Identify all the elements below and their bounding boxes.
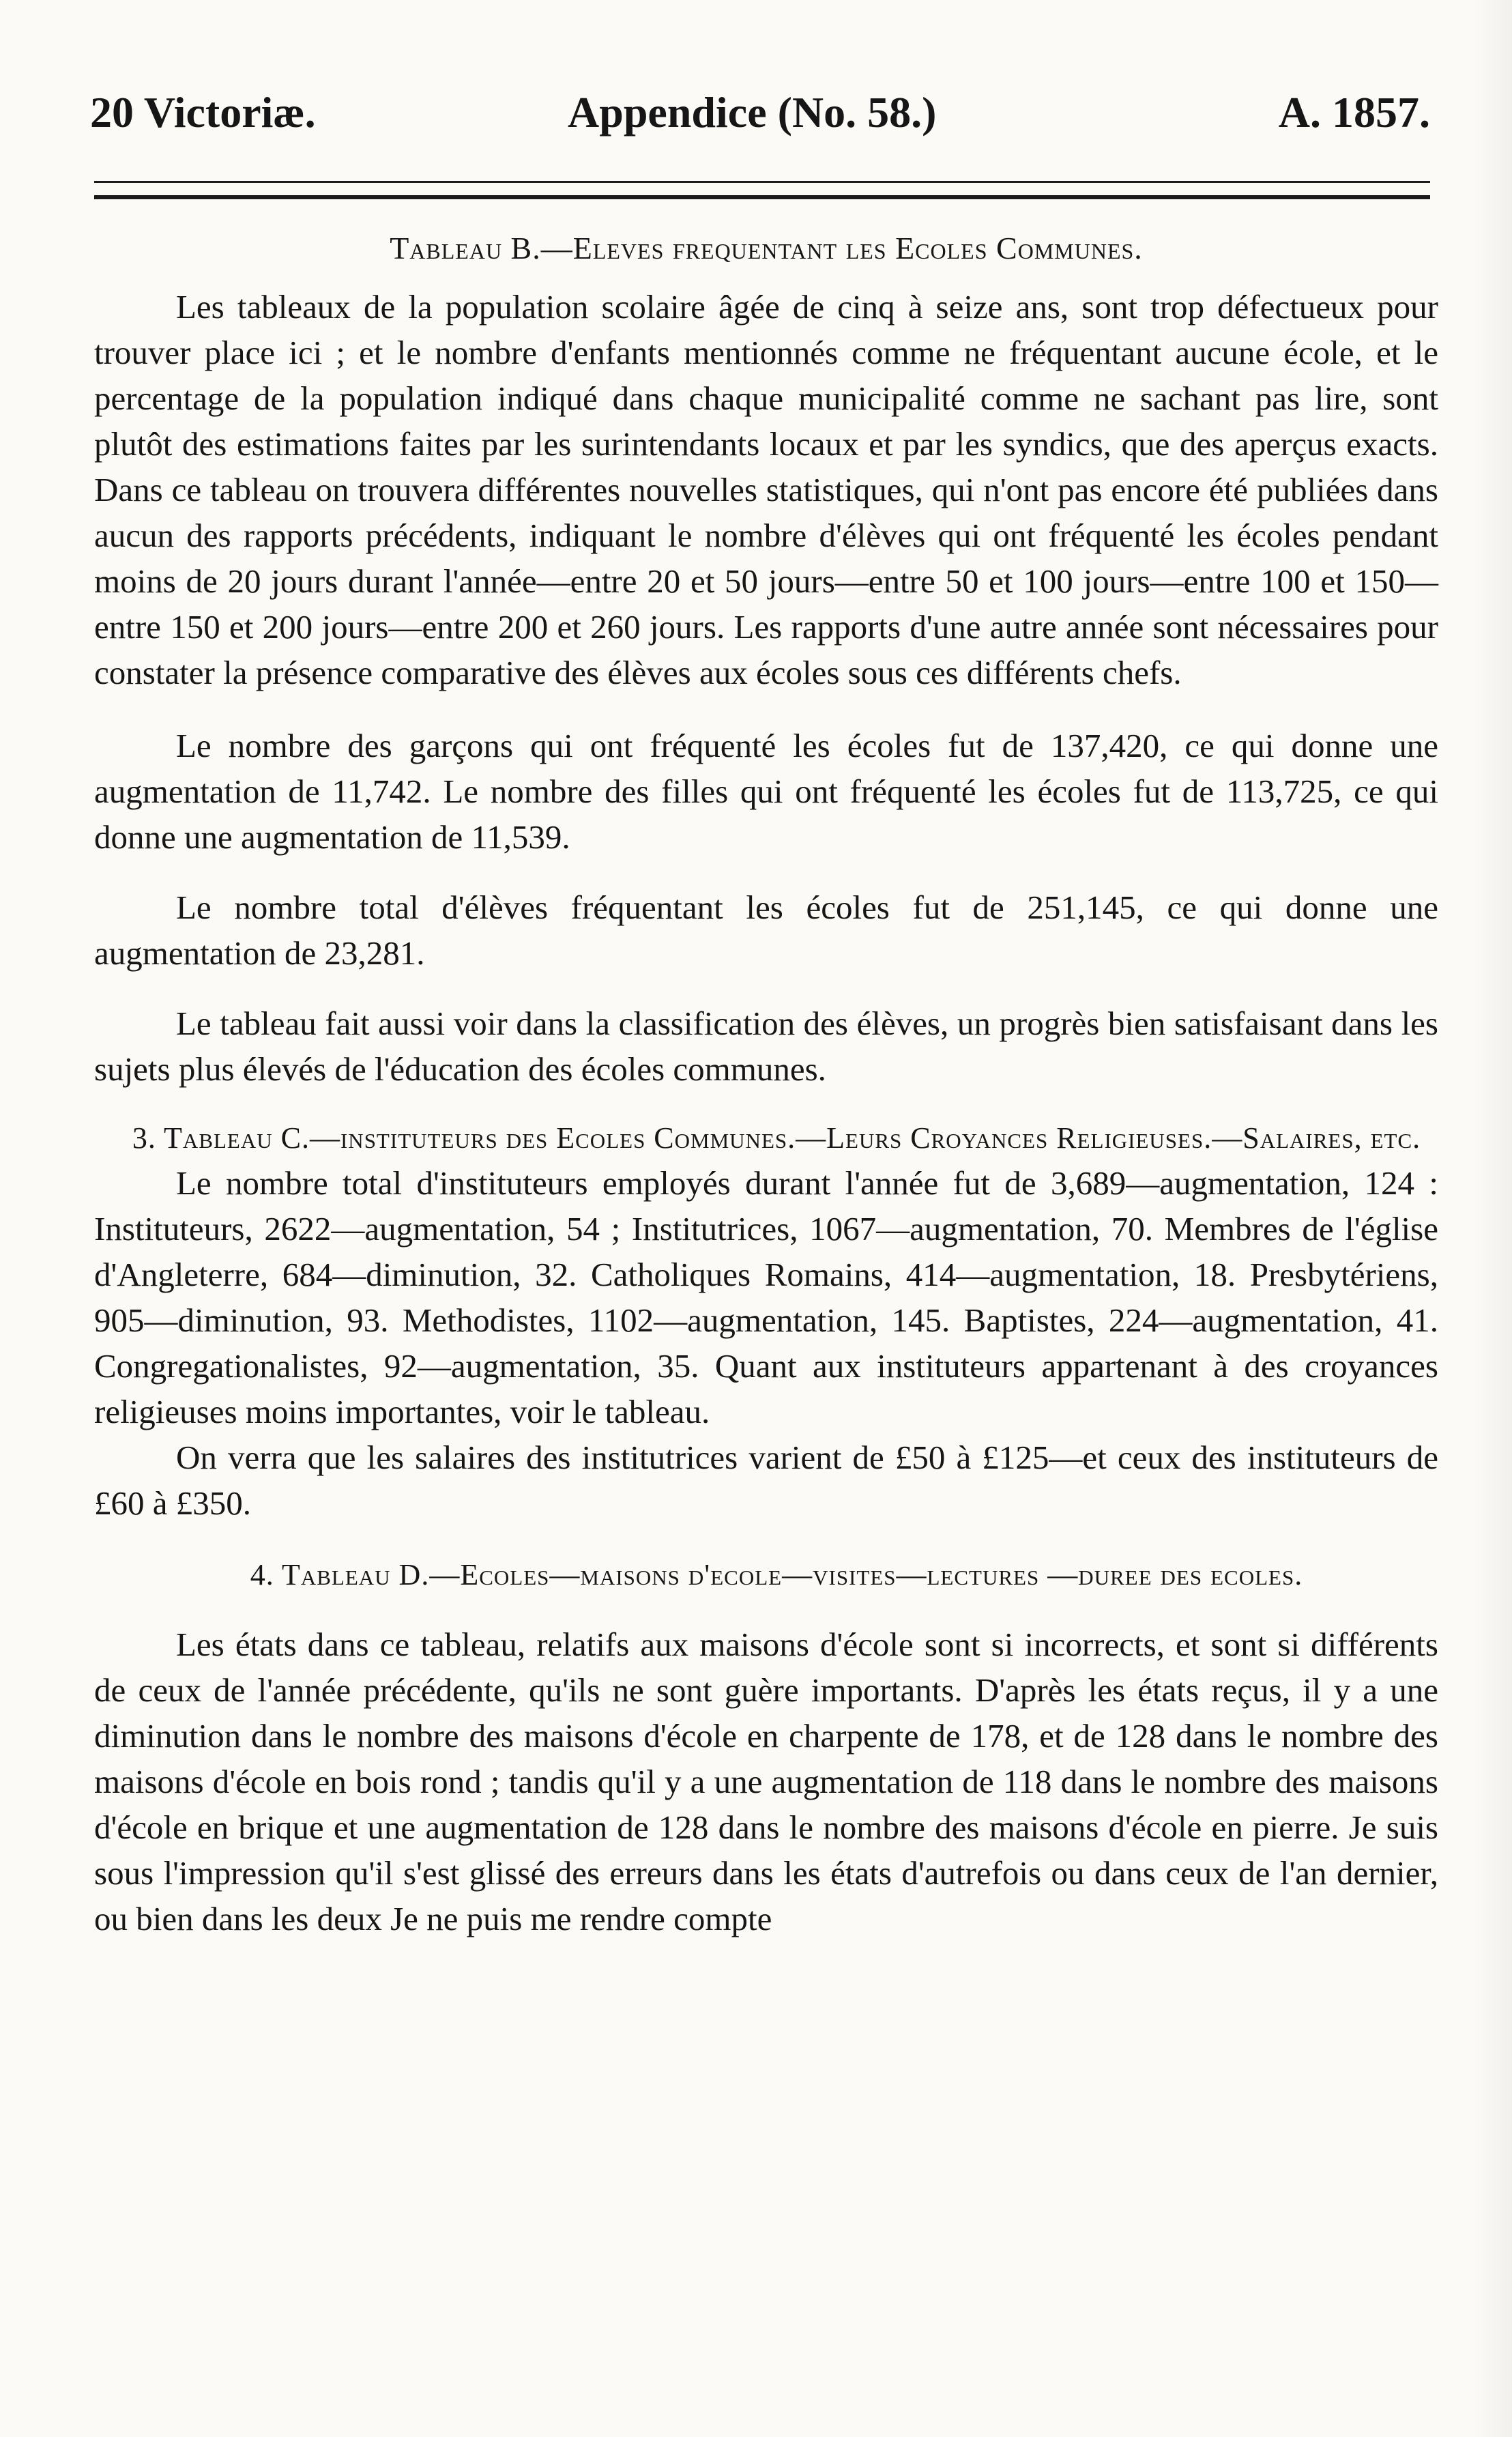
tableau-b-paragraph-3: Le nombre total d'élèves fréquentant les écoles fut de 251,145, ce qui donne une augmentation de 23,281. (94, 889, 1438, 972)
header-double-rule (94, 181, 1430, 199)
tableau-b-paragraph-1: Les tableaux de la population scolaire âgée de cinq à seize ans, sont trop défectueux pour trouver place ici ; et le nombre d'enfants mentionnés comme ne fréquentant aucune école, et le percentage de la population indiqué dans chaque municipalité comme ne sachant pas lire, sont plutôt des estimations faites par les surintendants locaux et par les syndics, que des aperçus exacts. Dans ce tableau on trouvera différentes nouvelles statistiques, qui n'ont pas encore été publiées dans aucun des rapports précédents, indiquant le nombre d'élèves qui ont fréquenté les écoles pendant moins de 20 jours durant l'année—entre 20 et 50 jours—entre 50 et 100 jours—entre 100 et 150—entre 150 et 200 jours—entre 200 et 260 jours. Les rapports d'une autre année sont nécessaires pour constater la présence comparative des élèves aux écoles sous ces différents chefs. (94, 288, 1438, 691)
header-left: 20 Victoriæ. (90, 88, 316, 136)
header-right: A. 1857. (1278, 88, 1430, 136)
tableau-c-paragraph-1: Le nombre total d'instituteurs employés durant l'année fut de 3,689—augmentation, 124 : Instituteurs, 2622—augmentation, 54 ; Institutrices, 1067—augmentation, 70. Membres de l'église d'Angleterre, 684—diminution, 32. Catholiques Romains, 414—augmentation, 18. Presbytériens, 905—diminution, 93. Methodistes, 1102—augmentation, 145. Baptistes, 224—augmentation, 41. Congregationalistes, 92—augmentation, 35. Quant aux instituteurs appartenant à des croyances religieuses moins importantes, voir le tableau. (94, 1164, 1438, 1430)
tableau-c-paragraph-2: On verra que les salaires des institutrices varient de £50 à £125—et ceux des instituteurs de £60 à £350. (94, 1439, 1438, 1522)
scan-edge-shading (1471, 0, 1512, 2437)
tableau-b-paragraph-2: Le nombre des garçons qui ont fréquenté les écoles fut de 137,420, ce qui donne une augmentation de 11,742. Le nombre des filles qui ont fréquenté les écoles fut de 113,725, ce qui donne une augmentation de 11,539. (94, 727, 1438, 856)
tableau-b-heading: Tableau B.—Eleves frequentant les Ecoles Communes. (390, 231, 1143, 265)
header-center: Appendice (No. 58.) (568, 88, 937, 136)
tableau-b-paragraph-4: Le tableau fait aussi voir dans la classification des élèves, un progrès bien satisfaisant dans les sujets plus élevés de l'éducation des écoles communes. (94, 1005, 1438, 1088)
body-text (94, 225, 1438, 1942)
tableau-d-heading: 4. Tableau D.—Ecoles—maisons d'ecole—visites—lectures —duree des ecoles. (250, 1558, 1303, 1591)
tableau-c-heading: 3. Tableau C.—instituteurs des Ecoles Communes.—Leurs Croyances Religieuses.—Salaires, etc. (132, 1121, 1421, 1155)
running-header (90, 87, 1430, 149)
tableau-d-paragraph-1: Les états dans ce tableau, relatifs aux maisons d'école sont si incorrects, et sont si différents de ceux de l'année précédente, qu'ils ne sont guère importants. D'après les états reçus, il y a une diminution dans le nombre des maisons d'école en charpente de 178, et de 128 dans le nombre des maisons d'école en bois rond ; tandis qu'il y a une augmentation de 118 dans le nombre des maisons d'école en brique et une augmentation de 128 dans le nombre des maisons d'école en pierre. Je suis sous l'impression qu'il s'est glissé des erreurs dans les états d'autrefois ou dans ceux de l'an dernier, ou bien dans les deux Je ne puis me rendre compte (94, 1626, 1438, 1937)
